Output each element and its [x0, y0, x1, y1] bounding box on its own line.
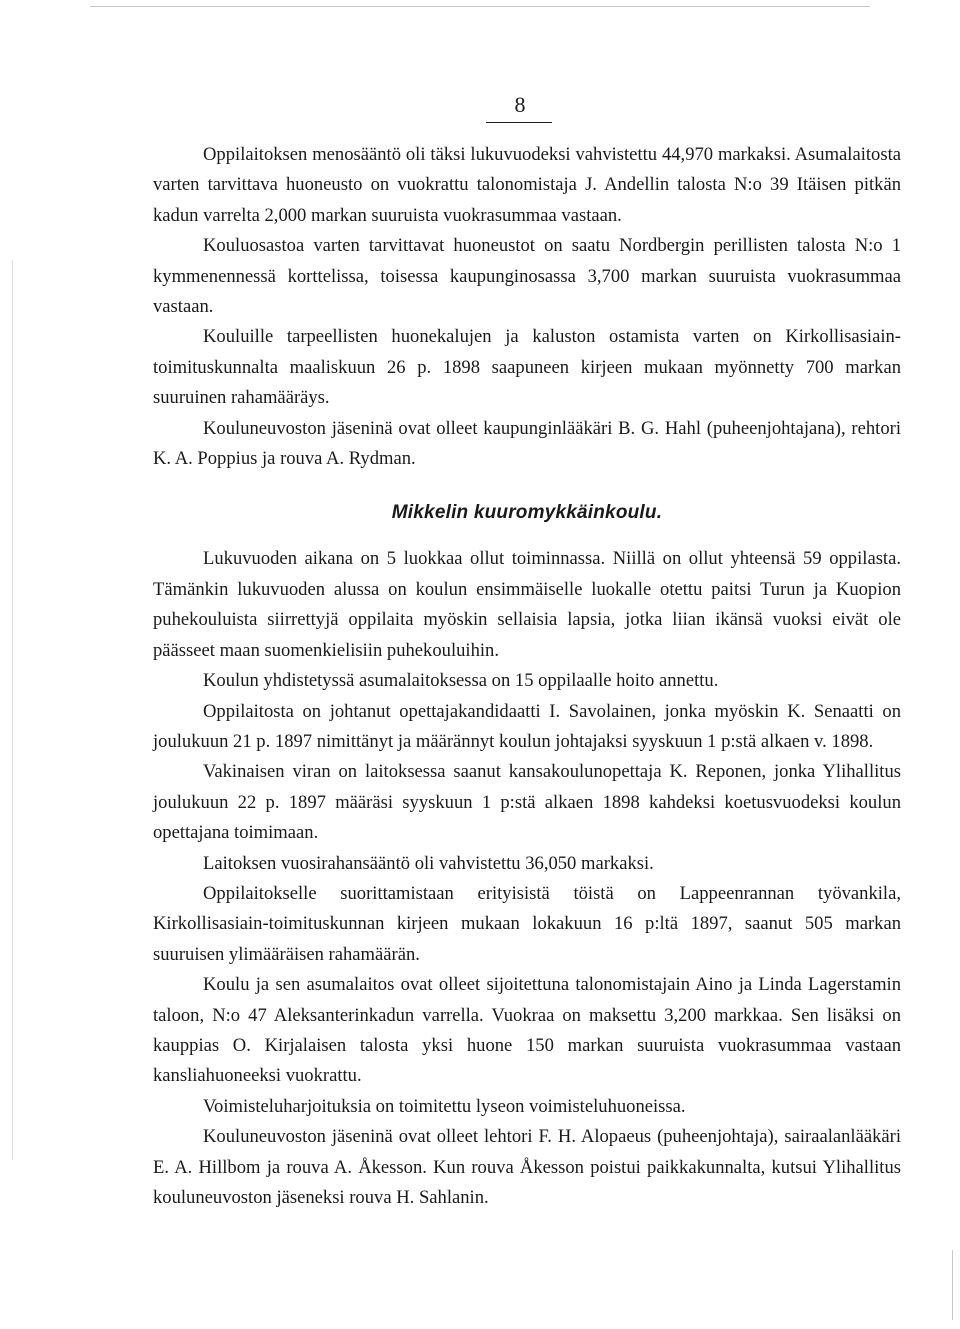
page-number: 8 [514, 92, 526, 117]
scan-mark-left [12, 260, 13, 1160]
paragraph-classes: Lukuvuoden aikana on 5 luokkaa ollut toiminnassa. Niillä on ollut yhteensä 59 oppilasta. Tämänkin lukuvuoden alussa on koulun ensimmäiselle luokalle otettu paitsi Turun ja Kuopion puhekouluista siirrettyjä oppilaita myöskin sellaisia lapsia, jotka liian ikänsä vuoksi eivät ole päässeet maan suomenkielisiin puhekouluihin. [153, 548, 901, 661]
paragraph-building: Koulu ja sen asumalaitos ovat olleet sijoitettuna talonomistajain Aino ja Linda Lagerstamin taloon, N:o 47 Aleksanterinkadun varrella. Vuokraa on maksettu 3,200 markkaa. Sen lisäksi on kauppias O. Kirjalaisen talosta yksi huone 150 markan suuruista vuokrasummaa vastaan kansliahuoneeksi vuokrattu. [153, 974, 901, 1087]
paragraph-extra-funds: Oppilaitokselle suorittamistaan erityisistä töistä on Lappeenrannan työvankila, Kirkollisasiain-toimituskunnan kirjeen mukaan lokakuun 16 p:ltä 1897, saanut 505 markan suuruisen ylimääräisen rahamäärän. [153, 882, 901, 965]
paragraph-school-premises: Kouluosastoa varten tarvittavat huoneustot on saatu Nordbergin perillisten talosta N:o 1 kymmenennessä korttelissa, toisessa kaupunginosassa 3,700 markan suuruista vuokrasummaa vastaan. [153, 235, 901, 318]
paragraph-board-members: Kouluneuvoston jäseninä ovat olleet lehtori F. H. Alopaeus (puheenjohtaja), sairaalanlääkäri E. A. Hillbom ja rouva A. Åkesson. Kun rouva Åkesson poistui paikkakunnalta, kutsui Ylihallitus kouluneuvoston jäseneksi rouva H. Sahlanin. [153, 1126, 901, 1208]
paragraph-boarding: Koulun yhdistetyssä asumalaitoksessa on 15 oppilaalle hoito annettu. [203, 670, 719, 692]
paragraph-gymnastics: Voimisteluharjoituksia on toimitettu lyseon voimisteluhuoneissa. [203, 1095, 686, 1117]
paragraph-budget: Oppilaitoksen menosääntö oli täksi lukuvuodeksi vahvistettu 44,970 markaksi. Asumalaitosta varten tarvittava huoneusto on vuokrattu talonomistaja J. Andellin talosta N:o 39 Itäisen pitkän kadun varrelta 2,000 markan suuruista vuokrasummaa vastaan. [153, 144, 901, 226]
scan-mark-top [90, 6, 870, 7]
section-heading: Mikkelin kuuromykkäinkoulu. [391, 502, 663, 524]
paragraph-director: Oppilaitosta on johtanut opettajakandidaatti I. Savolainen, jonka myöskin K. Senaatti on joulukuun 21 p. 1897 nimittänyt ja määrännyt koulun johtajaksi syyskuun 1 p:stä alkaen v. 1898. [153, 700, 901, 752]
page-number-rule [486, 122, 552, 123]
paragraph-furniture-grant: Kouluille tarpeellisten huonekalujen ja kaluston ostamista varten on Kirkollisasiain-toimituskunnalta maaliskuun 26 p. 1898 saapuneen kirjeen mukaan myönnetty 700 markan suuruinen rahamääräys. [153, 326, 901, 409]
document-body [153, 140, 901, 1213]
paragraph-school-board: Kouluneuvoston jäseninä ovat olleet kaupunginlääkäri B. G. Hahl (puheenjohtajana), rehtori K. A. Poppius ja rouva A. Rydman. [153, 417, 901, 470]
paragraph-teacher: Vakinaisen viran on laitoksessa saanut kansakoulunopettaja K. Reponen, jonka Ylihallitus joulukuun 22 p. 1897 määräsi syyskuun 1 p:stä alkaen 1898 kahdeksi koetusvuodeksi koulun opettajana toimimaan. [153, 761, 901, 844]
paragraph-annual-budget: Laitoksen vuosirahansääntö oli vahvistettu 36,050 markaksi. [203, 852, 654, 874]
scan-mark-right [952, 1250, 953, 1320]
